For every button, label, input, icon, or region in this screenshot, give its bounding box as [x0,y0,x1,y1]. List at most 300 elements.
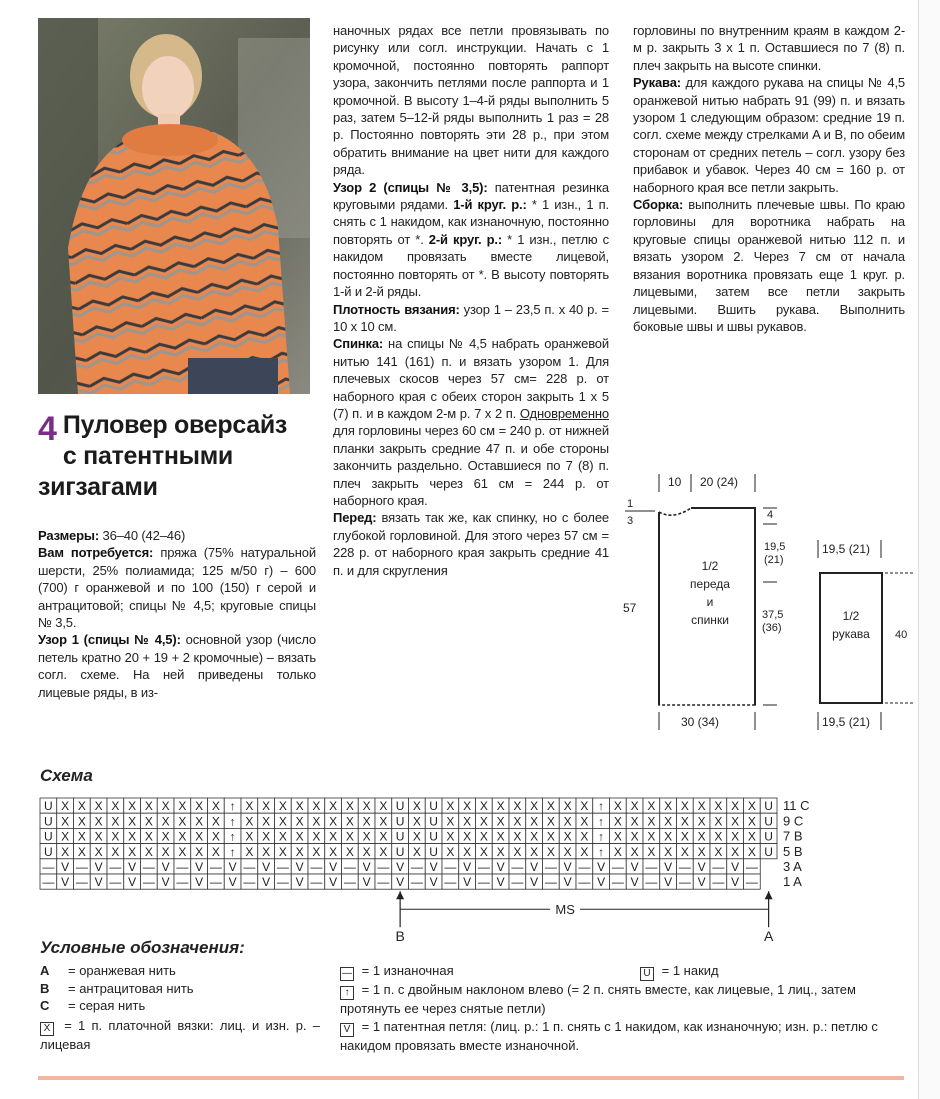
chart-symbol: — [377,860,390,874]
chart-symbol: — [678,860,691,874]
chart-symbol: X [195,829,204,844]
dim-375a: 37,5 [762,609,784,621]
chart-symbol: V [329,860,338,874]
chart-symbol: X [345,814,354,829]
chart-symbol: X [195,799,204,814]
chart-symbol: — [243,860,256,874]
chart-symbol: X [211,844,220,859]
chart-symbol: X [111,829,120,844]
pattern-title-text: Пуловер оверсайз с патентными зигзагами [38,411,288,501]
chart-symbol: X [161,844,170,859]
sleeve-40: 40 [895,629,908,641]
chart-symbol: — [745,875,758,890]
chart-symbol: X [161,814,170,829]
chart-symbol: X [195,814,204,829]
legend-heading: Условные обозначения: [40,938,245,957]
chart-symbol: X [61,799,70,814]
chart-symbol: X [747,829,756,844]
pattern-number: 4 [38,410,57,448]
chart-symbol: V [697,875,706,890]
chart-symbol: X [580,829,589,844]
chart-symbol: X [613,829,622,844]
chart-symbol: V [530,875,539,890]
chart-symbol: X [513,844,522,859]
chart-symbol: ↑ [598,799,605,814]
chart-symbol: X [446,814,455,829]
chart-row-label: 7 B [783,828,803,844]
chart-symbol: X [161,799,170,814]
chart-symbol: X [546,814,555,829]
chart-symbol: X [345,844,354,859]
chart-symbol: X [295,799,304,814]
chart-symbol: X [412,844,421,859]
chart-symbol: — [343,875,356,890]
dim-10: 10 [668,475,682,489]
chart-symbol: V [429,875,438,890]
chart-symbol: U [764,814,773,829]
chart-symbol: X [613,799,622,814]
chart-symbol: X [630,844,639,859]
sleeve-top-dim: 19,5 (21) [822,542,871,556]
chart-symbol: X [412,829,421,844]
chart-symbol: V [228,860,237,874]
chart-symbol: X [580,799,589,814]
chart-symbol: X [513,829,522,844]
chart-symbol: X [329,799,338,814]
chart-symbol: — [444,860,457,874]
chart-row-label: 11 C [783,798,810,814]
chart-symbol: X [664,829,673,844]
chart-symbol: U [764,799,773,814]
chart-symbol: — [410,875,423,890]
chart-symbol: X [580,844,589,859]
chart-symbol: X [479,829,488,844]
chart-symbol: — [477,860,490,874]
chart-symbol: — [645,875,658,890]
chart-symbol: X [278,814,287,829]
chart-symbol: V [262,875,271,890]
chart-symbol: X [312,829,321,844]
chart-symbol: X [446,844,455,859]
chart-symbol: X [77,814,86,829]
chart-symbol: X [479,844,488,859]
chart-symbol: X [496,829,505,844]
legend-x: X = 1 п. платочной вязки: лиц. и изн. р. – лицевая [40,1017,320,1052]
chart-symbol: X [245,799,254,814]
chart-symbol: X [178,799,187,814]
chart-symbol: X [128,799,137,814]
chart-row-label: 9 C [783,813,804,829]
chart-symbol: X [530,844,539,859]
chart-symbol: X [680,799,689,814]
chart-symbol: V [697,860,706,874]
chart-symbol: ↑ [229,844,236,859]
chart-symbol: X [647,814,656,829]
chart-symbol: X [211,829,220,844]
chart-symbol: X [647,844,656,859]
dim-4: 4 [767,509,774,521]
chart-symbol: X [262,829,271,844]
frac-den: 3 [627,515,634,527]
chart-symbol: — [712,860,725,874]
arrow-symbol-icon: ↑ [340,986,354,1000]
chart-symbol: X [463,814,472,829]
chart-symbol: — [712,875,725,890]
chart-symbol: — [444,875,457,890]
chart-symbol: X [714,814,723,829]
chart-symbol: V [664,860,673,874]
chart-symbol: — [477,875,490,890]
chart-symbol: V [195,860,204,874]
chart-symbol: X [697,844,706,859]
pattern-title [38,410,328,503]
chart-symbol: X [747,844,756,859]
arrow-b-head [396,891,404,899]
model-photo [38,18,310,394]
chart-symbol: V [563,860,572,874]
sleeve-bottom-dim: 19,5 (21) [822,715,871,729]
chart-symbol: V [94,860,103,874]
chart-symbol: X [312,814,321,829]
chart-symbol: X [664,814,673,829]
chart-symbol: X [262,799,271,814]
chart-symbol: X [446,799,455,814]
chart-symbol: X [211,799,220,814]
chart-symbol: V [362,860,371,874]
chart-symbol: ↑ [598,844,605,859]
chart-symbol: U [44,814,53,829]
chart-symbol: V [429,860,438,874]
chart-symbol: X [731,829,740,844]
chart-symbol: V [61,875,70,890]
chart-symbol: ↑ [229,829,236,844]
chart-symbol: — [142,860,155,874]
chart-symbol: U [395,799,405,814]
chart-symbol: V [61,860,70,874]
chart-symbol: X [731,814,740,829]
chart-symbol: X [379,814,388,829]
legend-u: U = 1 накид [640,962,719,981]
chart-symbol: X [345,799,354,814]
dim-30: 30 (34) [681,715,720,729]
knitting-chart [38,796,838,956]
chart-symbol: X [463,799,472,814]
chart-symbol: X [345,829,354,844]
chart-symbol: X [94,799,103,814]
chart-symbol: U [429,814,438,829]
chart-symbol: X [362,799,371,814]
chart-symbol: X [647,799,656,814]
chart-symbol: X [479,814,488,829]
chart-symbol: — [310,875,323,890]
chart-symbol: — [176,875,189,890]
chart-symbol: V [630,875,639,890]
chart-symbol: X [77,829,86,844]
chart-symbol: X [379,829,388,844]
chart-symbol: X [496,799,505,814]
chart-symbol: X [546,829,555,844]
chart-symbol: X [211,814,220,829]
chart-symbol: V [94,875,103,890]
chart-symbol: X [278,799,287,814]
chart-symbol: — [410,860,423,874]
chart-symbol: V [295,860,304,874]
chart-symbol: X [479,799,488,814]
chart-heading: Схема [40,766,93,785]
chart-symbol: X [178,814,187,829]
chart-symbol: ↑ [598,829,605,844]
chart-symbol: X [731,799,740,814]
chart-symbol: V [396,875,405,890]
chart-symbol: — [578,860,591,874]
chart-symbol: X [128,844,137,859]
chart-symbol: X [697,814,706,829]
chart-symbol: V [563,875,572,890]
chart-symbol: X [61,844,70,859]
chart-symbol: — [377,875,390,890]
dim-375b: (36) [762,622,782,634]
chart-symbol: ↑ [598,814,605,829]
chart-row-label: 3 A [783,859,802,874]
chart-symbol: X [111,799,120,814]
chart-symbol: X [714,799,723,814]
chart-symbol: V [362,875,371,890]
chart-symbol: U [44,844,53,859]
next-page-edge [918,0,940,1099]
chart-symbol: V [195,875,204,890]
chart-symbol: X [362,844,371,859]
chart-symbol: V [329,875,338,890]
chart-symbol: V [597,860,606,874]
chart-symbol: — [276,875,289,890]
chart-symbol: V [295,875,304,890]
chart-symbol: U [395,829,405,844]
dim-195a: 19,5 [764,541,786,553]
chart-symbol: — [310,860,323,874]
chart-row-label: 5 B [783,843,803,859]
sleeve-label-2: рукава [832,627,870,641]
chart-symbol: V [128,860,137,874]
chart-symbol: U [429,799,438,814]
chart-symbol: X [94,844,103,859]
garment-schematic [615,470,915,740]
chart-symbol: X [195,844,204,859]
chart-symbol: U [44,799,53,814]
chart-symbol: X [111,844,120,859]
chart-symbol: V [228,875,237,890]
chart-symbol: X [262,844,271,859]
chart-symbol: — [611,860,624,874]
chart-symbol: X [747,799,756,814]
body-label-3: и [706,595,714,609]
chart-symbol: X [530,799,539,814]
chart-symbol: V [161,860,170,874]
chart-symbol: X [94,814,103,829]
body-label-1: 1/2 [701,559,719,573]
bottom-divider [38,1076,904,1080]
chart-symbol: V [262,860,271,874]
legend-color-c: C = серая нить [40,998,146,1013]
chart-symbol: — [243,875,256,890]
column-3: горловины по внутренним краям в каждом 2-м р. закрыть 3 х 1 п. Оставшиеся по 7 (8) п. плеч закрыть на высоте спинки. Рукава: для каждого рукава на спицы № 4,5 оранжевой нитью набрать 91 (99) п. и вязать узором 1 следующим образом: средние 19 п. согл. схеме между стрелками A и B, по обеим сторонам от средних петель – согл. узору без прибавок и убавок. Через 40 см = 160 р. от наборного края все петли закрыть. Сборка: выполнить плечевые швы. По краю горловины для воротника набрать на круговые спицы оранжевой нитью 112 п. и вязать узором 2. Через 7 см от начала вязания воротника провязать еще 1 круг. р. лицевыми, затем все петли закрыть лицевыми. Вшить рукава. Выполнить боковые швы и швы рукавов. [633,23,905,334]
chart-symbol: X [295,844,304,859]
chart-symbol: U [429,829,438,844]
chart-symbol: X [680,844,689,859]
chart-symbol: V [630,860,639,874]
chart-symbol: X [714,829,723,844]
chart-symbol: V [731,875,740,890]
chart-symbol: X [61,814,70,829]
chart-symbol: X [161,829,170,844]
chart-symbol: V [496,875,505,890]
chart-symbol: X [714,844,723,859]
chart-symbol: — [343,860,356,874]
chart-symbol: X [563,829,572,844]
chart-symbol: — [511,875,524,890]
arrow-b-label: B [395,928,405,945]
chart-symbol: X [496,844,505,859]
chart-symbol: X [731,844,740,859]
body-label-2: переда [690,577,730,591]
column-1: Размеры: 36–40 (42–46) Вам потребуется: пряжа (75% натуральной шерсти, 25% полиамида; 125 м/50 г) – 600 (700) г оранжевой и по 100 (150) г серой и антрацитовой; спицы № 4,5; круговые спицы № 3,5. Узор 1 (спицы № 4,5): основной узор (число петель кратно 20 + 19 + 2 кромочные) – вязать согл. схеме. На ней приведены только лицевые ряды, в из- [38,528,316,700]
chart-symbol: X [530,814,539,829]
chart-symbol: V [463,875,472,890]
frac-num: 1 [627,498,634,510]
arrow-a-label: A [763,928,774,945]
chart-symbol: X [312,799,321,814]
chart-symbol: X [496,814,505,829]
chart-symbol: X [128,829,137,844]
column-2: наночных рядах все петли провязывать по рисунку или согл. инструкции. Начать с 1 кромочной, постоянно повторять раппорт узора, закончить петлями после раппорта и 1 кромочной. В высоту 1–4-й ряды выполнить 5 раз, затем 5–12-й ряды выполнить 1 раз = 28 р. Постоянно повторять эти 28 р., при этом обратить внимание на цвет нити для каждого ряда. Узор 2 (спицы № 3,5): патентная резинка круговыми рядами. 1-й круг. р.: * 1 изн., 1 п. снять с 1 накидом, как изнаночную, постоянно повторять от *. 2-й круг. р.: * 1 изн., петлю с накидом провязать вместе лицевой, постоянно повторять от *. В высоту повторять 1-й и 2-й ряды. Плотность вязания: узор 1 – 23,5 п. х 40 р. = 10 х 10 см. Спинка: на спицы № 4,5 набрать оранжевой нитью 141 (161) п. и вязать узором 1. Для плечевых скосов через 57 см= 228 р. от наборного края с обеих сторон закрыть 1 х 5 (7) п. и в каждом 2-м р. 7 х 2 п. Одновременно для горловины через 60 см = 240 р. от нижней планки закрыть средние 47 п. и обе стороны закончить раздельно. Оставшиеся по 7 (8) п. плеч закрыть через 61 см = 244 р. от наборного края. Перед: вязать так же, как спинку, но с более глубокой горловиной. Для этого через 57 см = 228 р. от наборного края закрыть средние 41 п. и для скругления [333,23,610,578]
chart-symbol: X [379,844,388,859]
legend-color-b: B = антрацитовая нить [40,980,194,996]
chart-symbol: ↑ [229,799,236,814]
chart-symbol: X [630,799,639,814]
chart-symbol: X [747,814,756,829]
chart-symbol: X [446,829,455,844]
chart-symbol: — [142,875,155,890]
chart-symbol: X [563,844,572,859]
chart-symbol: — [75,875,88,890]
chart-symbol: X [463,829,472,844]
legend-symbols [340,962,915,1054]
chart-symbol: X [245,814,254,829]
legend-v: V = 1 патентная петля: (лиц. р.: 1 п. снять с 1 накидом, как изнаночную; изн. р.: петлю с накидом провязать вместе изнаночной. [340,1018,878,1053]
chart-symbol: X [513,799,522,814]
u-symbol-icon: U [640,967,654,981]
chart-symbol: — [544,875,557,890]
chart-symbol: V [664,875,673,890]
chart-symbol: X [245,844,254,859]
chart-symbol: X [144,799,153,814]
chart-symbol: X [111,814,120,829]
chart-symbol: V [597,875,606,890]
sleeve-label-1: 1/2 [842,609,860,623]
chart-symbol: X [412,814,421,829]
chart-symbol: X [412,799,421,814]
chart-symbol: X [312,844,321,859]
chart-symbol: X [630,814,639,829]
chart-symbol: V [396,860,405,874]
chart-symbol: — [109,875,122,890]
chart-symbol: U [764,844,773,859]
chart-symbol: — [678,875,691,890]
chart-symbol: — [611,875,624,890]
chart-symbol: — [544,860,557,874]
chart-symbol: X [379,799,388,814]
chart-symbol: X [144,814,153,829]
chart-symbol: U [395,844,405,859]
chart-symbol: V [731,860,740,874]
chart-symbol: U [395,814,405,829]
chart-symbol: X [513,814,522,829]
chart-symbol: — [511,860,524,874]
chart-symbol: X [664,799,673,814]
chart-symbol: X [580,814,589,829]
chart-symbol: X [546,799,555,814]
chart-symbol: V [161,875,170,890]
chart-symbol: X [697,829,706,844]
chart-symbol: X [362,814,371,829]
chart-symbol: X [680,814,689,829]
chart-symbol: X [262,814,271,829]
chart-symbol: X [295,814,304,829]
chart-symbol: X [245,829,254,844]
chart-symbol: — [645,860,658,874]
chart-symbol: X [563,814,572,829]
chart-symbol: X [329,829,338,844]
chart-symbol: — [276,860,289,874]
chart-symbol: U [44,829,53,844]
chart-symbol: ↑ [229,814,236,829]
chart-symbol: X [630,829,639,844]
chart-symbol: — [109,860,122,874]
arrow-a-head [765,891,773,899]
chart-symbol: X [463,844,472,859]
chart-symbol: — [42,860,55,874]
chart-symbol: X [178,844,187,859]
legend-dash-row: — = 1 изнаночная U = 1 накид [342,963,719,979]
dim-57: 57 [623,601,637,615]
dim-20: 20 (24) [700,475,739,489]
chart-symbol: — [209,875,222,890]
chart-symbol: X [128,814,137,829]
chart-symbol: — [745,860,758,874]
chart-symbol: X [697,799,706,814]
chart-symbol: X [144,844,153,859]
chart-row-label: 1 A [783,874,802,890]
chart-symbol: X [61,829,70,844]
legend-color-a: A = оранжевая нить [40,963,176,978]
chart-symbol: — [176,860,189,874]
chart-symbol: X [530,829,539,844]
x-symbol-icon: X [40,1022,54,1036]
v-symbol-icon: V [340,1023,354,1037]
chart-symbol: X [77,844,86,859]
chart-symbol: X [680,829,689,844]
chart-symbol: X [613,814,622,829]
chart-symbol: X [278,844,287,859]
chart-symbol: X [278,829,287,844]
chart-symbol: V [496,860,505,874]
chart-symbol: X [295,829,304,844]
chart-symbol: X [94,829,103,844]
chart-symbol: X [178,829,187,844]
dim-195b: (21) [764,554,784,566]
legend-colors [40,962,320,1053]
chart-symbol: X [77,799,86,814]
chart-symbol: V [530,860,539,874]
